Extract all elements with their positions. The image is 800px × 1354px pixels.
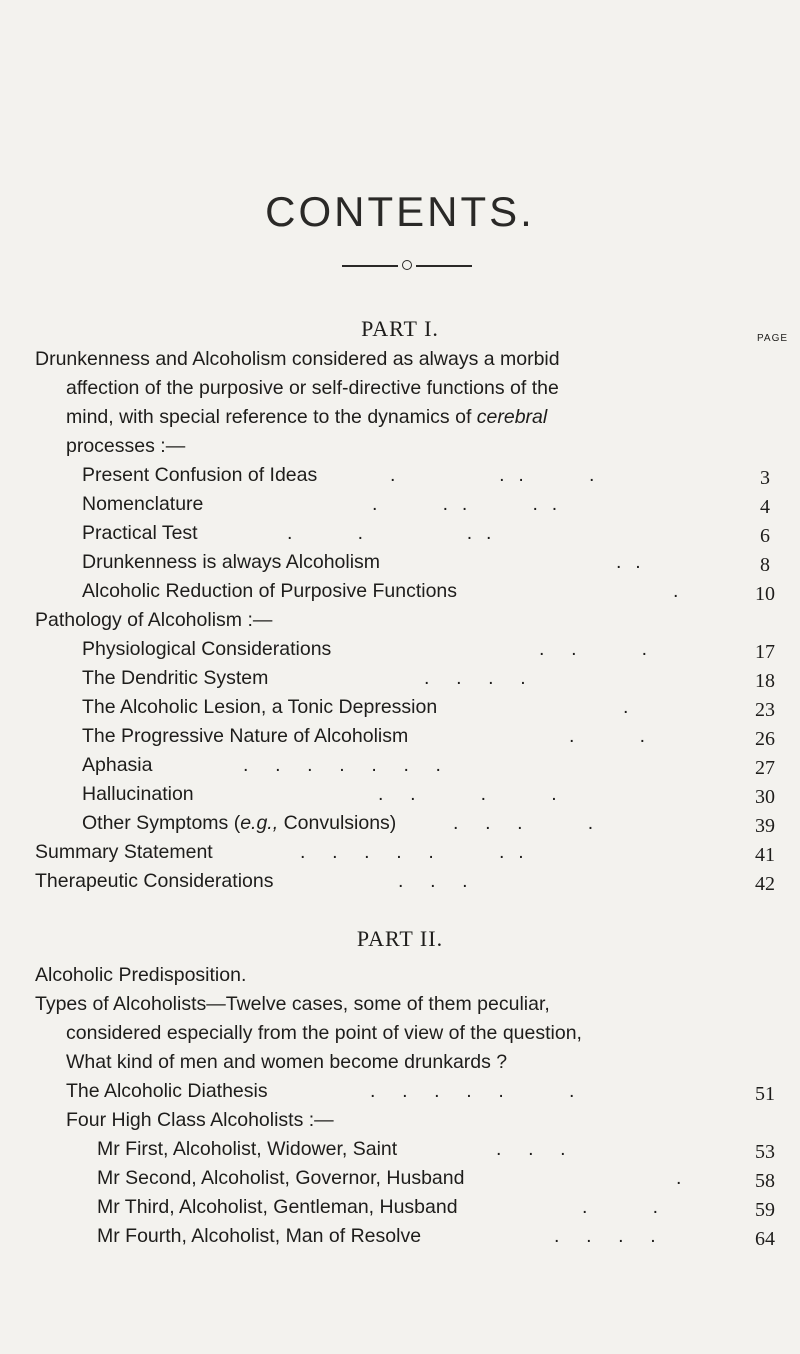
part-1-intro-line-2: affection of the purposive or self-directive functions of the — [66, 377, 559, 399]
toc-entry-label-symptoms — [82, 811, 396, 835]
page-column-heading: PAGE — [757, 333, 789, 344]
toc-entry-label: Nomenclature — [82, 493, 204, 515]
part-1-intro-line-4: processes :— — [66, 435, 186, 457]
page-title: CONTENTS. — [265, 188, 535, 235]
toc-entry-label: The Alcoholic Lesion, a Tonic Depression — [82, 696, 438, 718]
toc-entry-leader: . . . . — [378, 783, 558, 805]
toc-entry-page: 51 — [755, 1083, 775, 1105]
toc-entry-leader: . . . — [496, 1138, 567, 1160]
toc-entry-leader: . . . . — [554, 1225, 657, 1247]
toc-entry-leader: . — [673, 580, 680, 602]
toc-entry-leader: . . . . — [424, 667, 527, 689]
toc-entry-leader: . . . — [539, 638, 649, 660]
toc-entry-label: Mr Third, Alcoholist, Gentleman, Husband — [97, 1196, 458, 1218]
toc-entry-page: 6 — [760, 525, 770, 547]
ornament-circle — [402, 260, 412, 270]
toc-entry-page: 58 — [755, 1170, 775, 1192]
symptoms-label-prefix: Other Symptoms ( — [82, 812, 241, 834]
part-1-intro-line-1: Drunkenness and Alcoholism considered as always a morbid — [35, 348, 560, 370]
intro-line-3-text: mind, with special reference to the dynamics of — [66, 406, 477, 428]
toc-entry-label: Mr Second, Alcoholist, Governor, Husband — [97, 1167, 465, 1189]
toc-entry-leader: . . . — [398, 870, 469, 892]
toc-entry-leader: . . . . . — [372, 493, 559, 515]
toc-entry-label: Aphasia — [82, 754, 153, 776]
toc-entry-label: Drunkenness is always Alcoholism — [82, 551, 381, 573]
toc-entry-page: 4 — [760, 496, 770, 518]
toc-entry-page: 64 — [755, 1228, 775, 1250]
types-line-3: What kind of men and women become drunkards ? — [66, 1051, 508, 1073]
four-class-heading: Four High Class Alcoholists :— — [66, 1109, 334, 1131]
toc-entry-label: Mr Fourth, Alcoholist, Man of Resolve — [97, 1225, 422, 1247]
toc-entry-label: Present Confusion of Ideas — [82, 464, 318, 486]
types-line-2: considered especially from the point of view of the question, — [66, 1022, 582, 1044]
part-1-heading: PART I. — [361, 316, 439, 341]
toc-entry-leader: . . . . . . . — [243, 754, 442, 776]
predisposition-heading: Alcoholic Predisposition. — [35, 964, 247, 986]
toc-entry-leader: . . . . . . . — [300, 841, 525, 863]
toc-entry-label: Practical Test — [82, 522, 198, 544]
toc-entry-label: Summary Statement — [35, 841, 213, 863]
toc-entry-leader: . . . . . . — [370, 1080, 576, 1102]
toc-entry-label: Alcoholic Reduction of Purposive Functions — [82, 580, 458, 602]
toc-entry-label: Mr First, Alcoholist, Widower, Saint — [97, 1138, 398, 1160]
toc-entry-label: Physiological Considerations — [82, 638, 332, 660]
ornament-rule-left — [342, 265, 398, 267]
toc-entry-page: 39 — [755, 815, 775, 837]
toc-entry-leader: . — [623, 696, 630, 718]
part-2-heading: PART II. — [356, 926, 444, 951]
toc-entry-leader: . . . . — [390, 464, 596, 486]
part-1-intro-line-3 — [66, 405, 547, 429]
toc-entry-leader: . . . . — [453, 812, 595, 834]
toc-entry-leader: . . — [569, 725, 647, 747]
toc-entry-page: 42 — [755, 873, 775, 895]
symptoms-label-suffix: Convulsions) — [278, 812, 397, 834]
title-ornament — [342, 260, 472, 272]
intro-italic-word: cerebral — [476, 406, 548, 428]
toc-entry-page: 26 — [755, 728, 775, 750]
toc-entry-label: Therapeutic Considerations — [35, 870, 274, 892]
toc-entry-page: 3 — [760, 467, 770, 489]
toc-entry-page: 30 — [755, 786, 775, 808]
toc-entry-page: 59 — [755, 1199, 775, 1221]
toc-entry-leader: . . — [616, 551, 642, 573]
toc-entry-label: The Alcoholic Diathesis — [66, 1080, 268, 1102]
toc-entry-label: Hallucination — [82, 783, 194, 805]
toc-entry-label: The Progressive Nature of Alcoholism — [82, 725, 409, 747]
types-line-1: Types of Alcoholists—Twelve cases, some of them peculiar, — [35, 993, 550, 1015]
toc-entry-page: 23 — [755, 699, 775, 721]
pathology-heading: Pathology of Alcoholism :— — [35, 609, 273, 631]
toc-entry-leader: . . — [582, 1196, 660, 1218]
toc-entry-page: 18 — [755, 670, 775, 692]
toc-entry-label: The Dendritic System — [82, 667, 269, 689]
toc-entry-page: 10 — [755, 583, 775, 605]
toc-entry-page: 17 — [755, 641, 775, 663]
symptoms-label-italic: e.g., — [240, 812, 279, 834]
toc-entry-page: 41 — [755, 844, 775, 866]
ornament-rule-right — [416, 265, 472, 267]
toc-entry-page: 53 — [755, 1141, 775, 1163]
toc-entry-leader: . — [676, 1167, 683, 1189]
toc-entry-page: 27 — [755, 757, 775, 779]
toc-entry-leader: . . . . — [287, 522, 493, 544]
toc-entry-page: 8 — [760, 554, 770, 576]
